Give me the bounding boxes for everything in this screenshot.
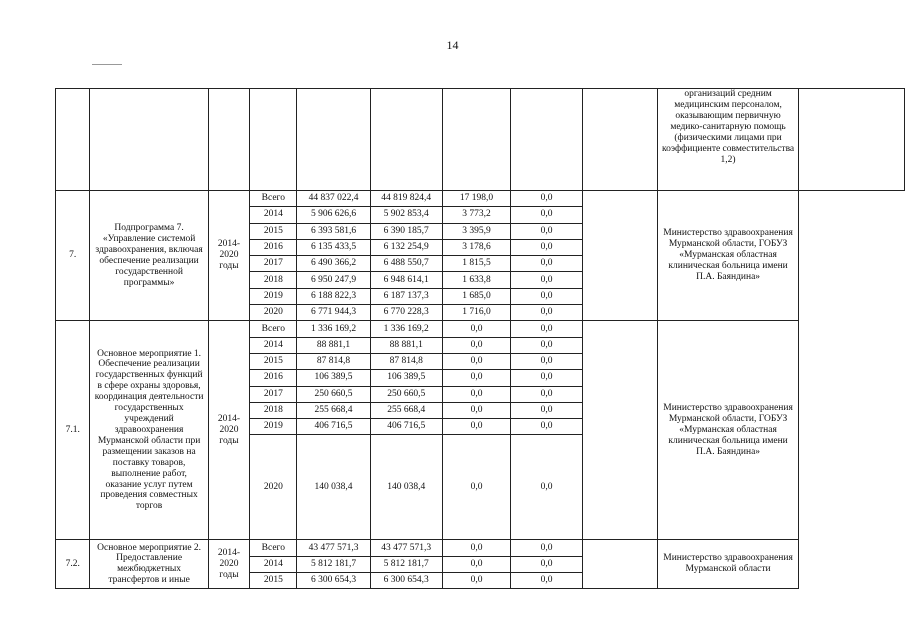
regional-cell: 140 038,4 xyxy=(370,435,442,540)
total-cell: 5 812 181,7 xyxy=(297,556,370,572)
year-cell: 2019 xyxy=(250,419,297,435)
year-cell: 2018 xyxy=(250,272,297,288)
federal-cell: 0,0 xyxy=(442,435,510,540)
year-cell: 2017 xyxy=(250,386,297,402)
regional-cell: 255 668,4 xyxy=(370,402,442,418)
executor-cell: Министерство здравоохранения Мурманской области xyxy=(658,540,799,589)
year-cell: Всего xyxy=(250,321,297,337)
regional-cell: 87 814,8 xyxy=(370,353,442,369)
year-cell: 2014 xyxy=(250,337,297,353)
federal-cell: 3 178,6 xyxy=(442,239,510,255)
total-cell: 6 135 433,5 xyxy=(297,239,370,255)
regional-cell: 6 488 550,7 xyxy=(370,256,442,272)
other-cell: 0,0 xyxy=(511,288,583,304)
regional-cell: 6 770 228,3 xyxy=(370,305,442,321)
federal-cell: 0,0 xyxy=(442,353,510,369)
total-cell: 6 188 822,3 xyxy=(297,288,370,304)
federal-cell: 1 633,8 xyxy=(442,272,510,288)
year-cell: 2019 xyxy=(250,288,297,304)
other-cell: 0,0 xyxy=(511,353,583,369)
federal-cell: 1 716,0 xyxy=(442,305,510,321)
federal-cell: 0,0 xyxy=(442,419,510,435)
federal-cell: 1 685,0 xyxy=(442,288,510,304)
year-cell: Всего xyxy=(250,191,297,207)
scan-mark xyxy=(92,64,122,65)
other-cell: 0,0 xyxy=(511,191,583,207)
indicator-cell xyxy=(583,540,658,589)
year-cell: 2016 xyxy=(250,370,297,386)
total-cell: 6 771 944,3 xyxy=(297,305,370,321)
section-name: Основное мероприятие 2. Предоставление межбюджетных трансфертов и иные xyxy=(90,540,208,589)
total-cell: 255 668,4 xyxy=(297,402,370,418)
total-cell: 140 038,4 xyxy=(297,435,370,540)
year-cell: 2015 xyxy=(250,353,297,369)
section-period: 2014-2020 годы xyxy=(208,540,249,589)
federal-cell: 0,0 xyxy=(442,370,510,386)
regional-cell: 6 948 614,1 xyxy=(370,272,442,288)
total-cell: 1 336 169,2 xyxy=(297,321,370,337)
regional-cell: 6 187 137,3 xyxy=(370,288,442,304)
federal-cell: 0,0 xyxy=(442,386,510,402)
year-cell: 2014 xyxy=(250,556,297,572)
other-cell: 0,0 xyxy=(511,272,583,288)
regional-cell: 5 812 181,7 xyxy=(370,556,442,572)
year-cell: 2016 xyxy=(250,239,297,255)
year-cell: 2018 xyxy=(250,402,297,418)
year-cell: 2020 xyxy=(250,305,297,321)
total-cell: 6 490 366,2 xyxy=(297,256,370,272)
page-number: 14 xyxy=(446,38,459,52)
federal-cell: 1 815,5 xyxy=(442,256,510,272)
table-row xyxy=(56,321,905,337)
federal-cell: 0,0 xyxy=(442,540,510,556)
total-cell: 250 660,5 xyxy=(297,386,370,402)
other-cell: 0,0 xyxy=(511,256,583,272)
section-number: 7.2. xyxy=(56,540,90,589)
year-cell: 2017 xyxy=(250,256,297,272)
indicator-text: организаций средним медицинским персоналом, оказывающим первичную медико-санитарную помощь (физическими лицами при коэффициенте совместительства 1,2) xyxy=(658,89,799,191)
regional-cell: 6 300 654,3 xyxy=(370,573,442,589)
other-cell: 0,0 xyxy=(511,370,583,386)
federal-cell: 17 198,0 xyxy=(442,191,510,207)
regional-cell: 88 881,1 xyxy=(370,337,442,353)
year-cell: 2015 xyxy=(250,573,297,589)
other-cell: 0,0 xyxy=(511,337,583,353)
section-period: 2014-2020 годы xyxy=(208,321,249,540)
other-cell: 0,0 xyxy=(511,223,583,239)
table-row xyxy=(56,540,905,556)
section-number: 7. xyxy=(56,191,90,321)
total-cell: 6 300 654,3 xyxy=(297,573,370,589)
other-cell: 0,0 xyxy=(511,556,583,572)
section-period: 2014-2020 годы xyxy=(208,191,249,321)
other-cell: 0,0 xyxy=(511,386,583,402)
federal-cell: 0,0 xyxy=(442,321,510,337)
other-cell: 0,0 xyxy=(511,435,583,540)
federal-cell: 0,0 xyxy=(442,573,510,589)
section-name: Основное мероприятие 1. Обеспечение реализации государственных функций в сфере охраны здоровья, координация деятельности государственных учреждений здравоохранения Мурманской области при размещении заказов на поставку товаров, выполнение работ, оказание услуг путем проведения совместных торгов xyxy=(90,321,208,540)
indicator-cell xyxy=(583,191,658,321)
total-cell: 5 906 626,6 xyxy=(297,207,370,223)
federal-cell: 0,0 xyxy=(442,402,510,418)
other-cell: 0,0 xyxy=(511,239,583,255)
other-cell: 0,0 xyxy=(511,540,583,556)
other-cell: 0,0 xyxy=(511,402,583,418)
table-row xyxy=(56,191,905,207)
indicator-cell xyxy=(583,321,658,540)
regional-cell: 250 660,5 xyxy=(370,386,442,402)
regional-cell: 44 819 824,4 xyxy=(370,191,442,207)
regional-cell: 43 477 571,3 xyxy=(370,540,442,556)
regional-cell: 1 336 169,2 xyxy=(370,321,442,337)
total-cell: 406 716,5 xyxy=(297,419,370,435)
year-cell: 2015 xyxy=(250,223,297,239)
regional-cell: 5 902 853,4 xyxy=(370,207,442,223)
total-cell: 6 393 581,6 xyxy=(297,223,370,239)
regional-cell: 106 389,5 xyxy=(370,370,442,386)
total-cell: 88 881,1 xyxy=(297,337,370,353)
year-cell: 2014 xyxy=(250,207,297,223)
other-cell: 0,0 xyxy=(511,573,583,589)
section-name: Подпрограмма 7. «Управление системой здравоохранения, включая обеспечение реализации государственной программы» xyxy=(90,191,208,321)
federal-cell: 3 773,2 xyxy=(442,207,510,223)
total-cell: 44 837 022,4 xyxy=(297,191,370,207)
other-cell: 0,0 xyxy=(511,321,583,337)
other-cell: 0,0 xyxy=(511,305,583,321)
total-cell: 43 477 571,3 xyxy=(297,540,370,556)
continuation-row xyxy=(56,89,905,191)
total-cell: 87 814,8 xyxy=(297,353,370,369)
regional-cell: 6 132 254,9 xyxy=(370,239,442,255)
year-cell: Всего xyxy=(250,540,297,556)
total-cell: 106 389,5 xyxy=(297,370,370,386)
regional-cell: 406 716,5 xyxy=(370,419,442,435)
executor-cell: Министерство здравоохранения Мурманской области, ГОБУЗ «Мурманская областная клиническая больница имени П.А. Баяндина» xyxy=(658,321,799,540)
federal-cell: 3 395,9 xyxy=(442,223,510,239)
year-cell: 2020 xyxy=(250,435,297,540)
executor-cell: Министерство здравоохранения Мурманской области, ГОБУЗ «Мурманская областная клиническая больница имени П.А. Баяндина» xyxy=(658,191,799,321)
other-cell: 0,0 xyxy=(511,207,583,223)
program-table xyxy=(55,88,905,589)
federal-cell: 0,0 xyxy=(442,556,510,572)
other-cell: 0,0 xyxy=(511,419,583,435)
federal-cell: 0,0 xyxy=(442,337,510,353)
section-number: 7.1. xyxy=(56,321,90,540)
total-cell: 6 950 247,9 xyxy=(297,272,370,288)
regional-cell: 6 390 185,7 xyxy=(370,223,442,239)
